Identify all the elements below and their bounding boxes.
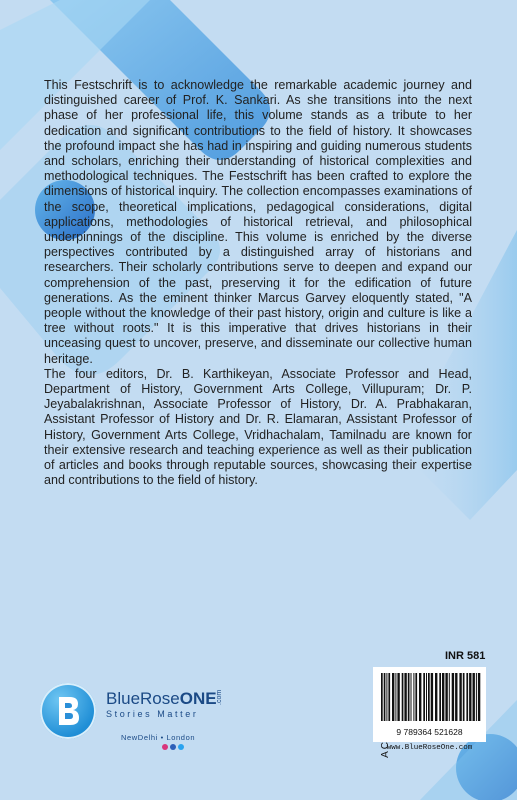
brand-accent: ONE — [179, 689, 217, 708]
price-label: INR 581 — [445, 650, 486, 662]
twitter-icon — [178, 744, 184, 750]
barcode-bars — [373, 667, 486, 727]
publisher-cities: NewDelhi • London — [121, 733, 196, 742]
social-icons — [162, 744, 184, 750]
blurb-paragraph-2: The four editors, Dr. B. Karthikeyan, Associate Professor and Head, Department of History, Government Arts College, Villupuram; Dr. P. Jeyabalakrishnan, Associate Professor of History, Dr. A. Prabhakaran, Assistant Professor of History and Dr. R. Elamaran, Assistant Professor of History, Government Arts College, Vridhachalam, Tamilnadu are known for their extensive research and teaching experience as well as their publication of articles and books through reputable sources, showcasing their expertise and contributions to the field of history. — [44, 366, 472, 488]
publisher-tagline: Stories Matter — [106, 709, 199, 719]
instagram-icon — [162, 744, 168, 750]
isbn-number: 9 789364 521628 — [396, 727, 463, 737]
blurb-paragraph-1: This Festschrift is to acknowledge the remarkable academic journey and distinguished career of Prof. K. Sankari. As she transitions into the next phase of her professional life, this volume stands as a tribute to her dedication and significant contributions to the field of history. It showcases the profound impact she has had in inspiring and guiding numerous students and scholars, enriching their understanding of historical complexities and methodological techniques. The Festschrift has been crafted to explore the dimensions of historical inquiry. The collection encompasses examinations of the scope, theoretical implications, pedagogical considerations, digital applications, methodologies of historical retrieval, and philosophical underpinnings of the discipline. This volume is enriched by the diverse perspectives contributed by a distinguished array of historians and researchers. Their scholarly contributions serve to deepen and expand our comprehension of the past, preserving it for the edification of future generations. As the eminent thinker Marcus Garvey eloquently stated, "A people without the knowledge of their past history, origin and culture is like a tree without roots." It is this imperative that drives historians in their unceasing quest to uncover, preserve, and disseminate our collective human heritage. — [44, 78, 472, 366]
back-cover-blurb — [44, 78, 472, 488]
facebook-icon — [170, 744, 176, 750]
brand-main: BlueRose — [106, 689, 180, 708]
publisher-name — [106, 689, 217, 709]
brand-com-tag: .com — [216, 689, 223, 705]
b-logo-icon — [40, 683, 96, 739]
publisher-logo — [40, 683, 260, 743]
publisher-website: www.BlueRoseOne.com — [386, 744, 473, 752]
